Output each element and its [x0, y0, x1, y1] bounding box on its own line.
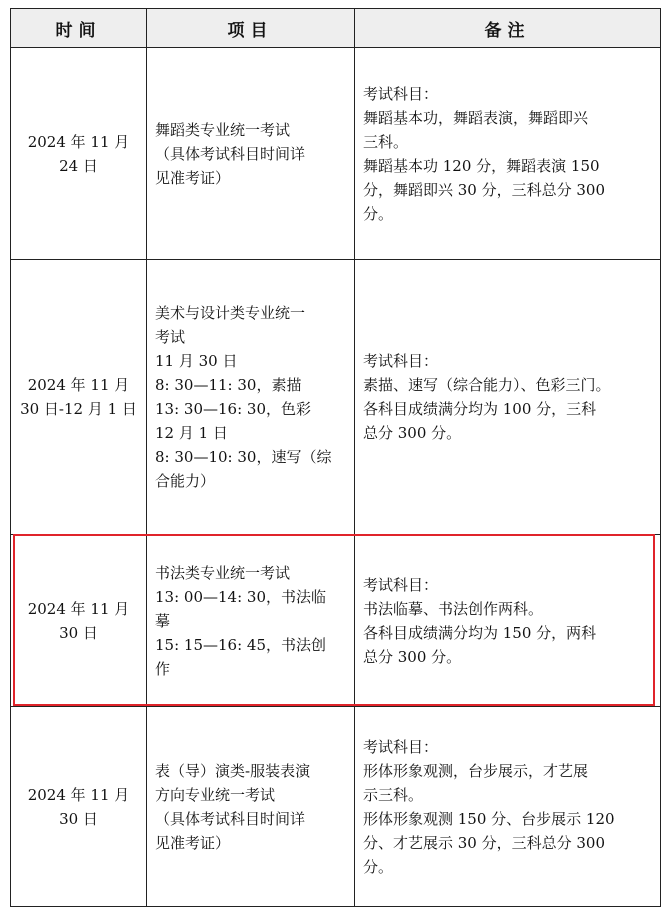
item-line: 12 月 1 日: [155, 424, 228, 442]
note-line: 分。: [363, 857, 394, 876]
time-cell: [11, 48, 147, 260]
item-line: 15: 15—16: 45，书法创: [155, 635, 326, 654]
header-time: 时间: [11, 9, 147, 48]
note-line: 总分 300 分。: [363, 647, 462, 666]
note-cell: [355, 535, 661, 707]
item-line: 表（导）演类-服装表演: [155, 761, 311, 780]
item-line: 美术与设计类专业统一: [155, 304, 306, 322]
note-line: 分，舞蹈即兴 30 分，三科总分 300: [363, 180, 606, 199]
item-line: 摹: [155, 611, 171, 630]
item-line: 舞蹈类专业统一考试: [155, 120, 291, 139]
item-line: 见准考证）: [155, 833, 231, 852]
note-cell: [355, 260, 661, 535]
item-line: 合能力）: [155, 472, 216, 490]
note-line: 总分 300 分。: [363, 424, 462, 442]
note-line: 舞蹈基本功，舞蹈表演，舞蹈即兴: [363, 108, 589, 127]
item-line: 作: [155, 659, 171, 678]
item-cell: [147, 707, 355, 907]
item-line: 方向专业统一考试: [155, 785, 276, 804]
item-line: 考试: [155, 328, 186, 346]
note-line: 各科目成绩满分均为 150 分，两科: [363, 623, 597, 642]
table-row-fashion-performance: [11, 707, 661, 907]
item-line: （具体考试科目时间详: [155, 809, 306, 828]
item-cell: [147, 48, 355, 260]
time-line: 30 日: [59, 809, 98, 828]
item-line: 13: 00—14: 30，书法临: [155, 587, 326, 606]
note-line: 示三科。: [363, 785, 424, 804]
note-line: 考试科目：: [363, 737, 439, 756]
note-line: 书法临摹、书法创作两科。: [363, 599, 544, 618]
time-line: 30 日: [59, 623, 98, 642]
time-line: 2024 年 11 月: [27, 132, 130, 151]
table-row-calligraphy: [11, 535, 661, 707]
note-line: 考试科目：: [363, 84, 439, 103]
item-line: 8: 30—10: 30，速写（综: [155, 448, 332, 466]
time-line: 2024 年 11 月: [27, 785, 130, 804]
time-cell: [11, 260, 147, 535]
item-line: 11 月 30 日: [155, 352, 238, 370]
note-line: 考试科目：: [363, 352, 439, 370]
item-cell: [147, 260, 355, 535]
header-note: 备注: [355, 9, 661, 48]
item-line: （具体考试科目时间详: [155, 144, 306, 163]
note-line: 形体形象观测 150 分、台步展示 120: [363, 809, 615, 828]
item-cell: [147, 535, 355, 707]
note-line: 各科目成绩满分均为 100 分，三科: [363, 400, 597, 418]
time-cell: [11, 535, 147, 707]
time-cell: [11, 707, 147, 907]
note-line: 考试科目：: [363, 575, 439, 594]
item-line: 13: 30—16: 30，色彩: [155, 400, 311, 418]
time-line: 30 日-12 月 1 日: [20, 400, 137, 418]
header-item: 项目: [147, 9, 355, 48]
table-row-dance: [11, 48, 661, 260]
note-line: 形体形象观测，台步展示，才艺展: [363, 761, 589, 780]
item-line: 8: 30—11: 30，素描: [155, 376, 302, 394]
table-row-art-design: [11, 260, 661, 535]
note-line: 舞蹈基本功 120 分，舞蹈表演 150: [363, 156, 600, 175]
note-cell: [355, 707, 661, 907]
time-line: 24 日: [59, 156, 98, 175]
note-line: 分、才艺展示 30 分，三科总分 300: [363, 833, 606, 852]
note-line: 分。: [363, 204, 394, 223]
exam-schedule-table: [10, 8, 661, 907]
time-line: 2024 年 11 月: [27, 376, 130, 394]
note-cell: [355, 48, 661, 260]
item-line: 见准考证）: [155, 168, 231, 187]
note-line: 素描、速写（综合能力）、色彩三门。: [363, 376, 611, 394]
table-header-row: [11, 9, 661, 48]
note-line: 三科。: [363, 132, 409, 151]
item-line: 书法类专业统一考试: [155, 563, 291, 582]
time-line: 2024 年 11 月: [27, 599, 130, 618]
